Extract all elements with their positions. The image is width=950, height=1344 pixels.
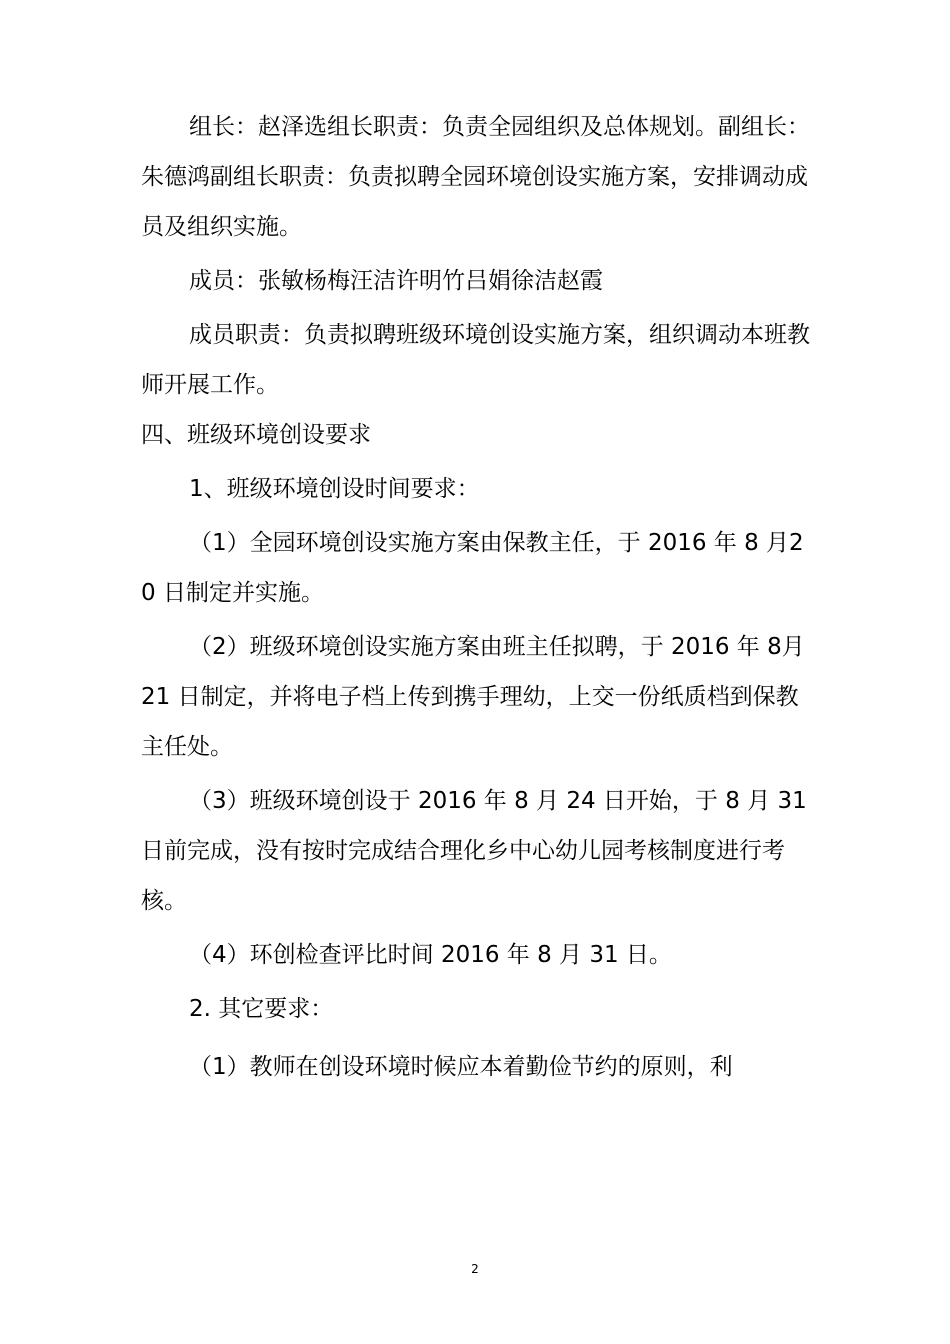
list-item-4: （4）环创检查评比时间 2016 年 8 月 31 日。: [189, 942, 672, 968]
section-heading-class-environment: 四、班级环境创设要求: [141, 422, 371, 448]
list-item-3: （3）班级环境创设于 2016 年 8 月 24 日开始，于 8 月 31日前完成，没有按时完成结合理化乡中心幼儿园考核制度进行考核。: [141, 788, 807, 914]
paragraph-leaders: 组长：赵泽选组长职责：负责全园组织及总体规划。副组长：朱德鸿副组长职责：负责拟聘全园环境创设实施方案，安排调动成员及组织实施。: [141, 114, 810, 240]
subheading-other-requirements: 2. 其它要求：: [189, 996, 334, 1022]
paragraph-members: 成员：张敏杨梅汪洁许明竹吕娟徐洁赵霞: [189, 268, 603, 294]
paragraph-member-duties: 成员职责：负责拟聘班级环境创设实施方案，组织调动本班教师开展工作。: [141, 322, 810, 398]
list-item-1: （1）全园环境创设实施方案由保教主任，于 2016 年 8 月20 日制定并实施。: [141, 530, 804, 606]
list-item-2: （2）班级环境创设实施方案由班主任拟聘，于 2016 年 8月 21 日制定，并将电子档上传到携手理幼，上交一份纸质档到保教主任处。: [141, 634, 805, 760]
page-number: 2: [471, 1262, 479, 1276]
subheading-time-requirements: 1、班级环境创设时间要求：: [189, 476, 480, 502]
list-item-other-1: （1）教师在创设环境时候应本着勤俭节约的原则，利: [189, 1054, 733, 1080]
document-body: [141, 102, 813, 1092]
